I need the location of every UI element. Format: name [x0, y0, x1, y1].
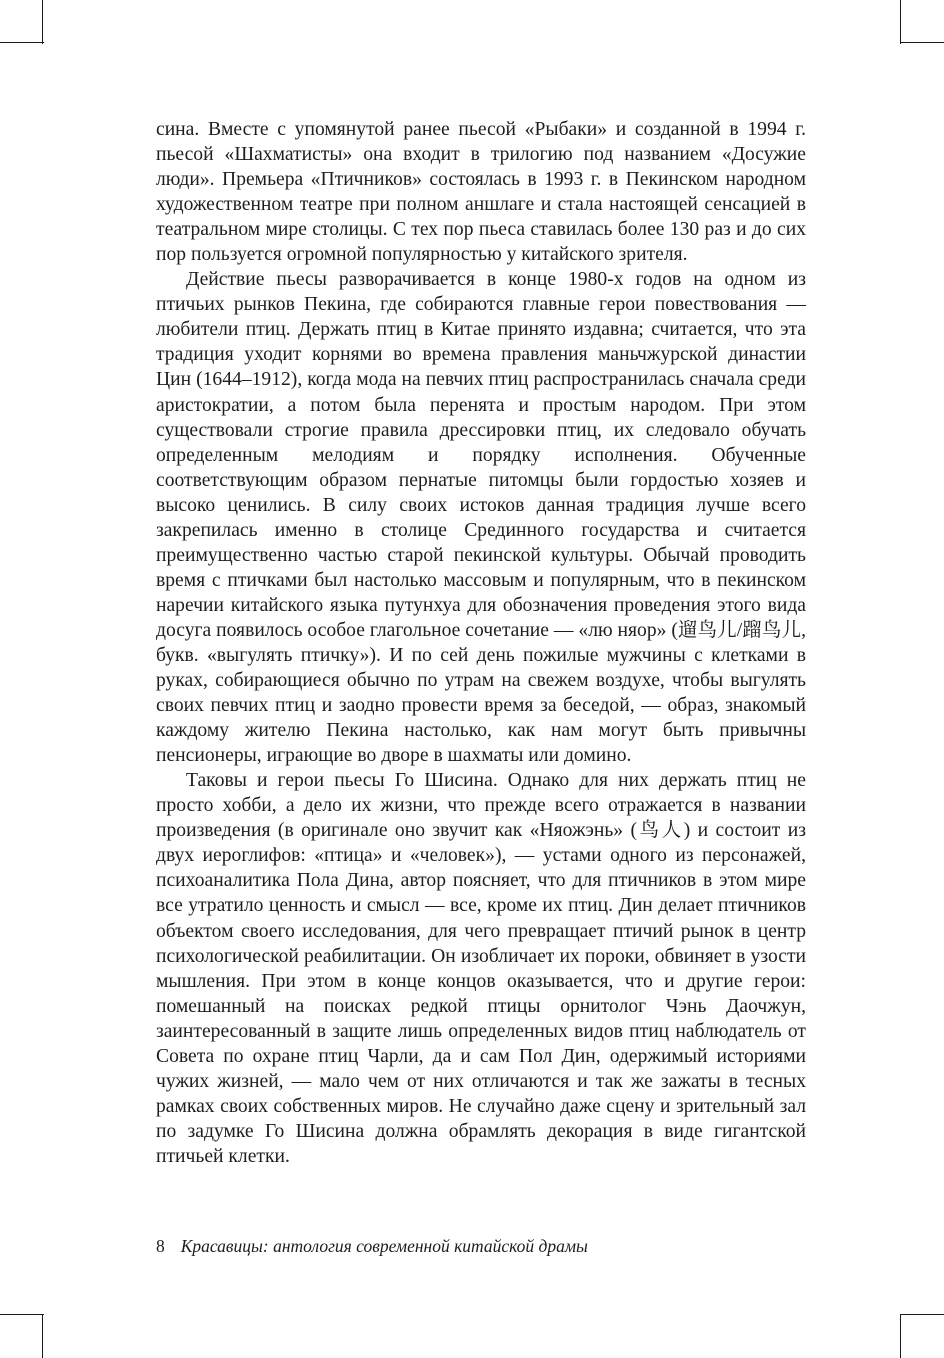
crop-mark-top-right-horizontal [900, 42, 944, 43]
crop-mark-bottom-left-vertical [42, 1314, 43, 1358]
crop-mark-bottom-right-vertical [900, 1314, 901, 1358]
paragraph-1: сина. Вместе с упомянутой ранее пьесой «Рыбаки» и созданной в 1994 г. пьесой «Шахматисты» она входит в трилогию под названием «Досужие люди». Премьера «Птичников» состоялась в 1993 г. в Пекинском народном художественном театре при полном аншлаге и стала настоящей сенсацией в театральном мире столицы. С тех пор пьеса ставилась более 130 раз и до сих пор пользуется огромной популярностью у китайского зрителя. [156, 119, 806, 266]
crop-mark-bottom-left-horizontal [0, 1314, 44, 1315]
paragraph-2: Действие пьесы разворачивается в конце 1980-х годов на одном из птичьих рынков Пекина, где собираются главные герои повествования — любители птиц. Держать птиц в Китае принято издавна; считается, что эта традиция уходит корнями во времена правления маньчжурской династии Цин (1644–1912), когда мода на певчих птиц распространилась сначала среди аристократии, а потом была перенята и простым народом. При этом существовали строгие правила дрессировки птиц, их следовало обучать определенным мелодиям и порядку исполнения. Обученные соответствующим образом пернатые питомцы были гордостью хозяев и высоко ценились. В силу своих истоков данная традиция лучше всего закрепилась именно в столице Срединного государства и считается преимущественно частью старой пекинской культуры. Обычай проводить время с птичками был настолько массовым и популярным, что в пекинском наречии китайского языка путунхуа для обозначения проведения этого вида досуга появилось особое глагольное сочетание — «лю няор» (遛鸟儿/蹓鸟儿, букв. «выгулять птичку»). И по сей день пожилые мужчины с клетками в руках, собирающиеся обычно по утрам на свежем воздухе, чтобы выгулять своих певчих птиц и заодно провести время за беседой, — образ, знакомый каждому жителю Пекина настолько, как нам могут быть привычны пенсионеры, играющие во дворе в шахматы или домино. [156, 269, 806, 767]
page-number: 8 [156, 1236, 165, 1256]
crop-mark-top-left-horizontal [0, 42, 44, 43]
page-footer [156, 1235, 588, 1257]
paragraph-3: Таковы и герои пьесы Го Шисина. Однако для них держать птиц не просто хобби, а дело их жизни, что прежде всего отражается в названии произведения (в оригинале оно звучит как «Няожэнь» (鸟人) и состоит из двух иероглифов: «птица» и «человек»), — устами одного из персонажей, психоаналитика Пола Дина, автор поясняет, что для птичников в этом мире все утратило ценность и смысл — все, кроме их птиц. Дин делает птичников объектом своего исследования, для чего превращает птичий рынок в центр психологической реабилитации. Он изобличает их пороки, обвиняет в узости мышления. При этом в конце концов оказывается, что и другие герои: помешанный на поисках редкой птицы орнитолог Чэнь Даочжун, заинтересованный в защите лишь определенных видов птиц наблюдатель от Совета по охране птиц Чарли, да и сам Пол Дин, одержимый историями чужих жизней, — мало чем от них отличаются и так же зажаты в тесных рамках своих собственных миров. Не случайно даже сцену и зрительный зал по задумке Го Шисина должна обрамлять декорация в виде гигантской птичьей клетки. [156, 770, 806, 1167]
running-title: Красавицы: антология современной китайской драмы [180, 1236, 588, 1256]
crop-mark-top-right-vertical [900, 0, 901, 44]
crop-mark-top-left-vertical [42, 0, 43, 44]
body-text [156, 117, 806, 1169]
crop-mark-bottom-right-horizontal [900, 1314, 944, 1315]
